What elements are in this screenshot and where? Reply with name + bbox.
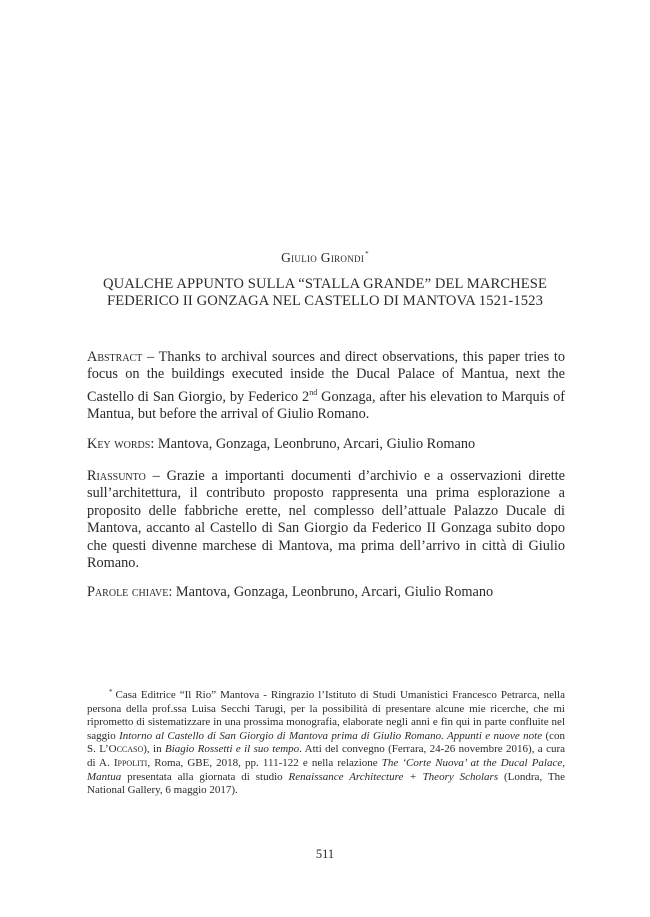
- article-title-line-2: FEDERICO II GONZAGA NEL CASTELLO DI MANTOVA 1521-1523: [107, 293, 543, 309]
- footnote-author-1: L’Occaso: [99, 743, 144, 756]
- riassunto-text: – Grazie a importanti documenti d’archivio e a osservazioni dirette sull’architettura, il contributo proposto rappresenta una prima esplorazione a proposito delle fabbriche erette, nel complesso dell’attuale Palazzo Ducale di Mantova, accanto al Castello di San Giorgio da Federico II Gonzaga subito dopo che questi divenne marchese di Mantova, ma prima dell’arrivo in città di Giulio Romano.: [87, 468, 565, 572]
- abstract-ordinal-superscript: nd: [309, 387, 318, 397]
- riassunto-paragraph: [87, 468, 565, 572]
- footnote-marker: *: [109, 688, 113, 696]
- abstract-text-part-2: Gonzaga, after his elevation to Marquis of Mantua, but before the arrival of Giulio Romano.: [87, 388, 566, 423]
- parole-chiave-label: Parole chiave: [87, 584, 169, 601]
- author-name-text: Giulio Girondi: [281, 250, 365, 265]
- keywords-label: Key words: [87, 435, 151, 452]
- page-number: 511: [315, 847, 335, 861]
- abstract-label: Abstract: [87, 349, 143, 365]
- riassunto-label: Riassunto: [87, 468, 146, 485]
- footnote-title-4: Renaissance Architecture + Theory Scholars: [288, 770, 499, 783]
- abstract-text-part-1: – Thanks to archival sources and direct observations, this paper tries to focus on the buildings executed inside the Ducal Palace of Mantua, next the Castello di San Giorgio, by Federico 2: [87, 349, 565, 405]
- abstract-paragraph: [87, 349, 565, 424]
- footnote-title-2: Biagio Rossetti e il suo tempo: [164, 743, 300, 756]
- parole-chiave-paragraph: [87, 584, 565, 601]
- footnote-text-1: Casa Editrice “Il Rio” Mantova - Ringrazio l’Istituto di Studi Umanistici Francesco Petrarca, nella persona della prof.ssa Luisa Secchi Tarugi, per la possibilità di presentare alcune mie ricerche, che mi riprometto di sistematizzare in una prossima monografia, elaborate negli anni e fin qui in parte confluite nel saggio: [87, 689, 565, 742]
- article-title: [70, 276, 580, 310]
- footnote-text-7: (Londra, The National Gallery, 6 maggio 2017).: [87, 770, 565, 797]
- footnote-paragraph: [87, 686, 565, 798]
- footnote-text-4: . Atti del convegno (Ferrara, 24-26 novembre 2016), a cura di A.: [87, 743, 565, 769]
- footnote: [87, 686, 565, 798]
- article-front-matter: [87, 349, 565, 614]
- footnote-title-3: The ‘Corte Nuova’ at the Ducal Palace, Mantua: [87, 756, 565, 783]
- footnote-text-5: , Roma, GBE, 2018, pp. 111-122 e nella relazione: [147, 756, 382, 769]
- footnote-text-2: (con S.: [87, 729, 565, 756]
- keywords-paragraph: [87, 436, 565, 453]
- keywords-text: : Mantova, Gonzaga, Leonbruno, Arcari, Giulio Romano: [150, 435, 476, 452]
- author-footnote-marker: *: [365, 250, 369, 258]
- author-name: [0, 250, 650, 266]
- parole-chiave-text: : Mantova, Gonzaga, Leonbruno, Arcari, Giulio Romano: [168, 584, 494, 601]
- footnote-text-3: ), in: [143, 743, 165, 756]
- footnote-author-2: Ippoliti: [113, 756, 148, 769]
- footnote-title-1: Intorno al Castello di San Giorgio di Mantova prima di Giulio Romano. Appunti e nuove note: [119, 729, 543, 742]
- article-title-line-1: QUALCHE APPUNTO SULLA “STALLA GRANDE” DEL MARCHESE: [102, 276, 548, 292]
- footnote-text-6: presentata alla giornata di studio: [121, 770, 289, 783]
